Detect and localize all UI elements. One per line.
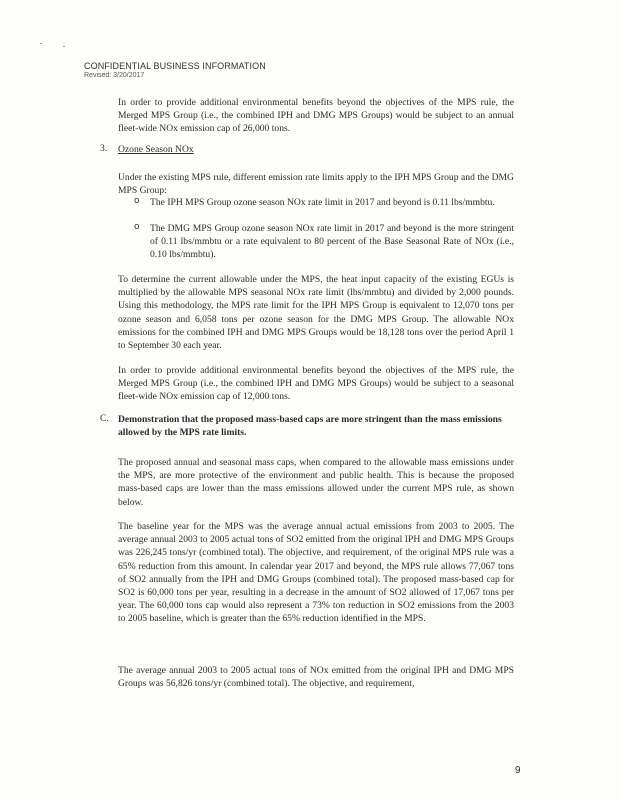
bullet-dmg-rate: The DMG MPS Group ozone season NOx rate limit in 2017 and beyond is the more stringent of 0.11 lbs/mmbtu or a rate equivalent to 80 percent of the Base Seasonal Rate of NOx (i.e., 0.10 lbs/mmbtu). [150, 223, 514, 261]
section-3-number: 3. [100, 143, 108, 154]
bullet-marker: o [134, 196, 140, 206]
section-3-title: Ozone Season NOx [118, 144, 194, 155]
determine-paragraph: To determine the current allowable under the MPS, the heat input capacity of the existing EGUs is multiplied by the allowable MPS seasonal NOx rate limit (lbs/mmbtu) and divided by 2,000 pounds. Using this methodology, the MPS rate limit for the IPH MPS Group is equivalent to 12,070 tons per ozone season and 6,058 tons per ozone season for the DMG MPS Group. The allowable NOx emissions for the combined IPH and DMG MPS Groups would be 18,128 tons over the period April 1 to September 30 each year. [118, 274, 514, 352]
bullet-marker: o [134, 222, 140, 232]
ozone-paragraph: Under the existing MPS rule, different emission rate limits apply to the IPH MPS Group and the DMG MPS Group: [118, 172, 514, 197]
intro-paragraph: In order to provide additional environmental benefits beyond the objectives of the MPS rule, the Merged MPS Group (i.e., the combined IPH and DMG MPS Groups) would be subject to an annual fleet-wide NOx emission cap of 26,000 tons. [118, 97, 514, 135]
baseline-paragraph: The baseline year for the MPS was the average annual actual emissions from 2003 to 2005. The average annual 2003 to 2005 actual tons of SO2 emitted from the original IPH and DMG MPS Groups was 226,245 tons/yr (combined total). The objective, and requirement, of the original MPS rule was a 65% reduction from this amount. In calendar year 2017 and beyond, the MPS rule allows 77,067 tons of SO2 annually from the IPH and DMG Groups (combined total). The proposed mass-based cap for SO2 is 60,000 tons per year, resulting in a decrease in the amount of SO2 allowed of 17,067 tons per year. The 60,000 tons cap would also represent a 73% ton reduction in SO2 emissions from the 2003 to 2005 baseline, which is greater than the 65% reduction identified in the MPS. [118, 521, 514, 625]
proposed-paragraph: The proposed annual and seasonal mass caps, when compared to the allowable mass emissions under the MPS, are more protective of the environment and public health. This is because the proposed mass-based caps are lower than the mass emissions allowed under the current MPS rule, as shown below. [118, 457, 514, 508]
bullet-iph-rate: The IPH MPS Group ozone season NOx rate limit in 2017 and beyond is 0.11 lbs/mmbtu. [150, 197, 495, 208]
scan-speck [40, 43, 42, 44]
confidential-header: CONFIDENTIAL BUSINESS INFORMATION [84, 61, 266, 71]
page-number: 9 [515, 765, 521, 776]
nox-average-paragraph: The average annual 2003 to 2005 actual tons of NOx emitted from the original IPH and DMG MPS Groups was 56,826 tons/yr (combined total). The objective, and requirement, [118, 665, 514, 690]
seasonal-cap-paragraph: In order to provide additional environmental benefits beyond the objectives of the MPS rule, the Merged MPS Group (i.e., the combined IPH and DMG MPS Groups) would be subject to a seasonal fleet-wide NOx emission cap of 12,000 tons. [118, 365, 514, 403]
section-c-title: Demonstration that the proposed mass-based caps are more stringent than the mass emissions allowed by the MPS rate limits. [118, 414, 502, 438]
revised-date: Revised: 3/20/2017 [84, 72, 145, 79]
section-c-letter: C. [100, 413, 109, 424]
scan-speck [63, 46, 65, 47]
